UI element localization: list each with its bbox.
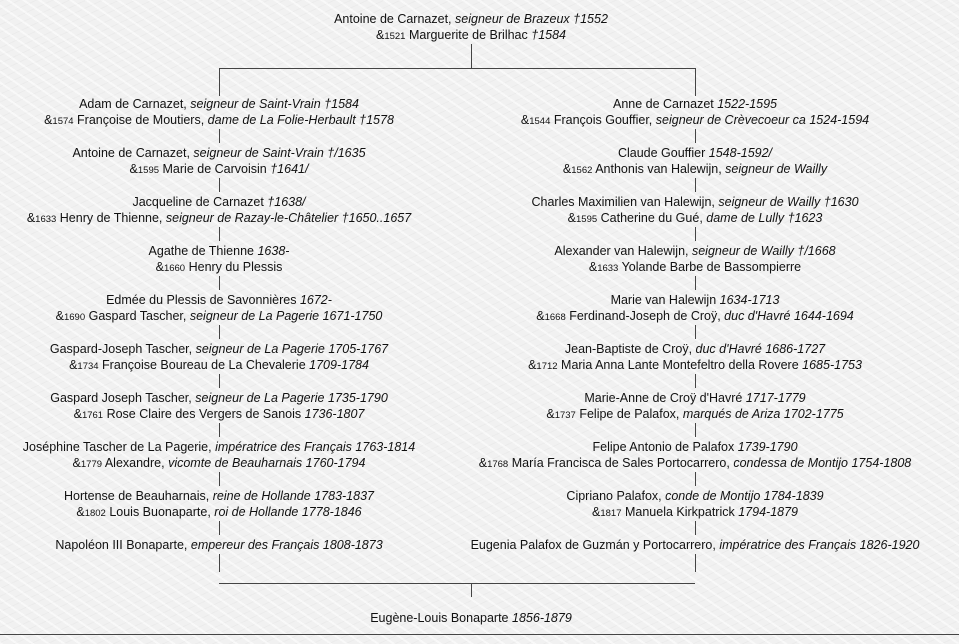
spouse-title: marqués de Ariza — [682, 407, 781, 421]
person-title: seigneur de La Pagerie — [195, 342, 325, 356]
spouse-name: Manuela Kirkpatrick — [624, 505, 735, 519]
generation-connector — [695, 472, 696, 486]
generation-connector — [695, 129, 696, 143]
marriage-year: 1802 — [84, 508, 106, 519]
spouse-name: Marie de Carvoisin — [162, 162, 267, 176]
person-name: Agathe de Thienne — [148, 244, 254, 258]
person-dates: 1856-1879 — [512, 611, 572, 625]
person-title: duc d'Havré — [695, 342, 762, 356]
person-title: impératrice des Français — [215, 440, 352, 454]
generation-connector — [219, 423, 220, 437]
generation-connector — [219, 276, 220, 290]
person-dates: †1584 — [324, 97, 359, 111]
person-dates: 1672- — [299, 293, 332, 307]
spouse-name: Henry de Thienne — [59, 211, 159, 225]
spouse-dates: †1623 — [787, 211, 823, 225]
person-name: Felipe Antonio de Palafox — [592, 440, 735, 454]
person-dates: †/1635 — [327, 146, 366, 160]
person-title: seigneur de La Pagerie — [195, 391, 325, 405]
left-generation-person — [149, 244, 290, 259]
marriage-year: 1660 — [163, 263, 186, 274]
generation-connector — [695, 521, 696, 535]
marriage-year: 1633 — [35, 214, 57, 225]
spouse-title: condessa de Montijo — [733, 456, 848, 470]
generation-connector — [219, 129, 220, 143]
spouse-dates: †1578 — [359, 113, 394, 127]
right-generation-person: Charles Maximilien van Halewijn, seigneur de Wailly †1630 — [531, 195, 859, 209]
root-split-line — [219, 68, 695, 69]
person-name: Eugène-Louis Bonaparte — [370, 611, 509, 625]
marriage-line: &1734 Françoise Boureau de La Chevalerie 1709-1784 — [69, 358, 369, 372]
marriage-year: 1690 — [63, 312, 86, 323]
person-name: Hortense de Beauharnais — [64, 489, 206, 503]
left-generation-person — [106, 293, 332, 308]
generation-connector — [219, 178, 220, 192]
marriage-line: &1521 Marguerite de Brilhac †1584 — [375, 28, 567, 42]
person-name: Eugenia Palafox de Guzmán y Portocarrero — [470, 538, 713, 552]
person-dates: 1717-1779 — [745, 391, 806, 405]
spouse-name: Ferdinand-Joseph de Croÿ — [569, 309, 718, 323]
person-dates: 1686-1727 — [765, 342, 826, 356]
marriage-year: 1712 — [536, 361, 558, 372]
person-name: Claude Gouffier — [617, 146, 706, 160]
person-name: Marie-Anne de Croÿ d'Havré — [584, 391, 743, 405]
generation-connector — [219, 227, 220, 241]
person-dates: 1735-1790 — [327, 391, 388, 405]
spouse-title: seigneur de Crèvecoeur — [655, 113, 790, 127]
person-dates: †1638/ — [267, 195, 306, 209]
marriage-line: &1802 Louis Buonaparte, roi de Hollande 1778-1846 — [76, 505, 362, 519]
generation-connector — [695, 554, 696, 572]
spouse-title: vicomte de Beauharnais — [168, 456, 303, 470]
marriage-year: 1668 — [544, 312, 566, 323]
person-dates: 1763-1814 — [355, 440, 416, 454]
person-title: seigneur de Brazeux — [455, 12, 570, 26]
generation-connector — [695, 374, 696, 388]
spouse-name: Rose Claire des Vergers de Sanois — [106, 407, 302, 421]
right-stem — [695, 68, 696, 96]
person-name: Charles Maximilien van Halewijn — [531, 195, 712, 209]
generation-connector — [695, 325, 696, 339]
marriage-year: 1595 — [137, 165, 160, 176]
spouse-dates: 1709-1784 — [309, 358, 369, 372]
spouse-name: Anthonis van Halewijn — [595, 162, 719, 176]
marriage-line: &1817 Manuela Kirkpatrick 1794-1879 — [592, 505, 798, 519]
marriage-year: 1544 — [529, 116, 551, 127]
person-name: Gaspard Joseph Tascher — [50, 391, 189, 405]
spouse-dates: †1641/ — [270, 162, 309, 176]
descendant-join-line — [219, 583, 695, 584]
person-dates: †1630 — [823, 195, 859, 209]
marriage-line: &1761 Rose Claire des Vergers de Sanois 1736-1807 — [73, 407, 365, 421]
descendant-stem — [471, 583, 472, 597]
spouse-dates: 1778-1846 — [301, 505, 362, 519]
spouse-dates: 1754-1808 — [851, 456, 912, 470]
generation-connector — [695, 178, 696, 192]
spouse-dates: 1644-1694 — [793, 309, 854, 323]
spouse-dates: 1671-1750 — [322, 309, 383, 323]
spouse-name: Catherine du Gué — [600, 211, 700, 225]
spouse-name: Alexandre — [104, 456, 162, 470]
marriage-year: 1633 — [597, 263, 619, 274]
spouse-title: seigneur de Razay-le-Châtelier — [165, 211, 339, 225]
person-dates: 1826-1920 — [859, 538, 920, 552]
spouse-name: François Gouffier — [553, 113, 649, 127]
marriage-year: 1562 — [571, 165, 593, 176]
spouse-title: dame de La Folie-Herbault — [207, 113, 356, 127]
right-generation-person: Alexander van Halewijn, seigneur de Wailly †/1668 — [554, 244, 836, 258]
spouse-dates: 1794-1879 — [738, 505, 798, 519]
person-title: empereur des Français — [190, 538, 320, 552]
person-dates: 1783-1837 — [314, 489, 374, 503]
right-generation-person — [592, 440, 797, 455]
generation-connector — [219, 521, 220, 535]
person-name: Joséphine Tascher de La Pagerie — [22, 440, 209, 454]
person-title: seigneur de Wailly — [718, 195, 821, 209]
person-name: Marie van Halewijn — [610, 293, 717, 307]
left-generation-person — [132, 195, 305, 210]
marriage-line: &1737 Felipe de Palafox, marqués de Ariza 1702-1775 — [546, 407, 844, 421]
marriage-line: &1660 Henry du Plessis — [155, 260, 283, 274]
spouse-dates: 1685-1753 — [802, 358, 862, 372]
spouse-dates: 1760-1794 — [305, 456, 366, 470]
person-name: Alexander van Halewijn — [554, 244, 686, 258]
generation-connector — [219, 325, 220, 339]
marriage-line: &1768 María Francisca de Sales Portocarrero, condessa de Montijo 1754-1808 — [478, 456, 912, 470]
person-dates: †1552 — [573, 12, 608, 26]
marriage-year: 1595 — [576, 214, 598, 225]
right-generation-person: Eugenia Palafox de Guzmán y Portocarrero, impératrice des Français 1826-1920 — [470, 538, 920, 552]
person-dates: 1705-1767 — [328, 342, 389, 356]
person-dates: †/1668 — [797, 244, 836, 258]
generation-connector — [219, 472, 220, 486]
marriage-line: &1544 François Gouffier, seigneur de Crèvecoeur ca 1524-1594 — [520, 113, 870, 127]
spouse-dates: †1584 — [531, 28, 567, 42]
spouse-title: duc d'Havré — [724, 309, 791, 323]
marriage-year: 1817 — [600, 508, 622, 519]
person-title: conde de Montijo — [665, 489, 761, 503]
descendant-person — [370, 611, 572, 626]
marriage-line: &1562 Anthonis van Halewijn, seigneur de Wailly — [562, 162, 828, 176]
spouse-name: Marguerite de Brilhac — [408, 28, 528, 42]
person-dates: 1638- — [257, 244, 290, 258]
person-name: Anne de Carnazet — [612, 97, 714, 111]
spouse-dates: 1702-1775 — [783, 407, 844, 421]
left-generation-person: Joséphine Tascher de La Pagerie, impératrice des Français 1763-1814 — [22, 440, 416, 454]
spouse-name: Françoise Boureau de La Chevalerie — [102, 358, 306, 372]
person-title: seigneur de Wailly — [691, 244, 794, 258]
spouse-name: Henry du Plessis — [188, 260, 283, 274]
person-dates: 1808-1873 — [322, 538, 383, 552]
spouse-name: Françoise de Moutiers — [77, 113, 201, 127]
spouse-title: roi de Hollande — [214, 505, 299, 519]
person-name: Cipriano Palafox — [566, 489, 659, 503]
spouse-title: seigneur de Wailly — [725, 162, 828, 176]
marriage-line: &1595 Marie de Carvoisin †1641/ — [129, 162, 309, 176]
person-name: Gaspard-Joseph Tascher — [49, 342, 189, 356]
left-generation-person: Antoine de Carnazet, seigneur de Saint-Vrain †/1635 — [72, 146, 366, 160]
generation-connector — [695, 423, 696, 437]
person-name: Jean-Baptiste de Croÿ — [564, 342, 689, 356]
left-stem — [219, 68, 220, 96]
marriage-year: 1737 — [554, 410, 576, 421]
person-dates: 1784-1839 — [763, 489, 824, 503]
marriage-line: &1690 Gaspard Tascher, seigneur de La Pagerie 1671-1750 — [55, 309, 383, 323]
marriage-line: &1633 Henry de Thienne, seigneur de Razay-le-Châtelier †1650..1657 — [26, 211, 412, 225]
person-name: Napoléon III Bonaparte — [55, 538, 184, 552]
left-generation-person: Adam de Carnazet, seigneur de Saint-Vrain †1584 — [79, 97, 359, 111]
marriage-line: &1712 Maria Anna Lante Montefeltro della Rovere 1685-1753 — [528, 358, 862, 372]
generation-connector — [219, 374, 220, 388]
root-person: Antoine de Carnazet, seigneur de Brazeux †1552 — [334, 12, 608, 26]
person-name: Edmée du Plessis de Savonnières — [106, 293, 297, 307]
spouse-name: Gaspard Tascher — [88, 309, 183, 323]
spouse-name: Louis Buonaparte — [109, 505, 208, 519]
person-dates: 1634-1713 — [719, 293, 780, 307]
spouse-name: Yolande Barbe de Bassompierre — [621, 260, 802, 274]
left-generation-person: Napoléon III Bonaparte, empereur des Français 1808-1873 — [55, 538, 383, 552]
marriage-line: &1779 Alexandre, vicomte de Beauharnais 1760-1794 — [72, 456, 366, 470]
person-title: seigneur de Saint-Vrain — [193, 146, 324, 160]
spouse-dates: 1736-1807 — [304, 407, 365, 421]
marriage-line: &1633 Yolande Barbe de Bassompierre — [588, 260, 802, 274]
person-title: reine de Hollande — [212, 489, 311, 503]
person-title: impératrice des Français — [719, 538, 857, 552]
person-title: seigneur de Saint-Vrain — [190, 97, 321, 111]
root-stem — [471, 44, 472, 68]
left-generation-person: Gaspard-Joseph Tascher, seigneur de La Pagerie 1705-1767 — [49, 342, 389, 356]
marriage-year: 1734 — [77, 361, 99, 372]
person-name: Jacqueline de Carnazet — [132, 195, 264, 209]
right-generation-person — [618, 146, 772, 161]
marriage-line: &1668 Ferdinand-Joseph de Croÿ, duc d'Havré 1644-1694 — [536, 309, 854, 323]
marriage-year: 1761 — [81, 410, 104, 421]
left-generation-person: Hortense de Beauharnais, reine de Hollande 1783-1837 — [64, 489, 374, 503]
right-generation-person: Jean-Baptiste de Croÿ, duc d'Havré 1686-1727 — [564, 342, 826, 356]
marriage-line: &1595 Catherine du Gué, dame de Lully †1623 — [567, 211, 823, 225]
spouse-title: dame de Lully — [706, 211, 785, 225]
right-generation-person — [611, 293, 780, 308]
right-generation-person — [584, 391, 805, 406]
spouse-dates: †1650..1657 — [341, 211, 412, 225]
person-name: Adam de Carnazet — [79, 97, 184, 111]
person-dates: 1548-1592/ — [708, 146, 773, 160]
spouse-name: Maria Anna Lante Montefeltro della Rovere — [561, 358, 799, 372]
person-dates: 1522-1595 — [717, 97, 778, 111]
person-name: Antoine de Carnazet — [72, 146, 187, 160]
right-generation-person: Cipriano Palafox, conde de Montijo 1784-1839 — [566, 489, 824, 503]
marriage-year: 1768 — [487, 459, 509, 470]
generation-connector — [695, 276, 696, 290]
generation-connector — [219, 554, 220, 572]
marriage-year: 1779 — [80, 459, 103, 470]
generation-connector — [695, 227, 696, 241]
marriage-year: 1574 — [52, 116, 74, 127]
marriage-year: 1521 — [384, 31, 406, 42]
person-name: Antoine de Carnazet — [334, 12, 449, 26]
spouse-title: seigneur de La Pagerie — [189, 309, 320, 323]
footer-divider — [0, 634, 959, 635]
person-dates: 1739-1790 — [737, 440, 798, 454]
spouse-name: Felipe de Palafox — [579, 407, 676, 421]
right-generation-person — [613, 97, 777, 112]
left-generation-person: Gaspard Joseph Tascher, seigneur de La Pagerie 1735-1790 — [50, 391, 388, 405]
marriage-line: &1574 Françoise de Moutiers, dame de La Folie-Herbault †1578 — [44, 113, 394, 127]
spouse-dates: ca 1524-1594 — [792, 113, 870, 127]
spouse-name: María Francisca de Sales Portocarrero — [511, 456, 727, 470]
